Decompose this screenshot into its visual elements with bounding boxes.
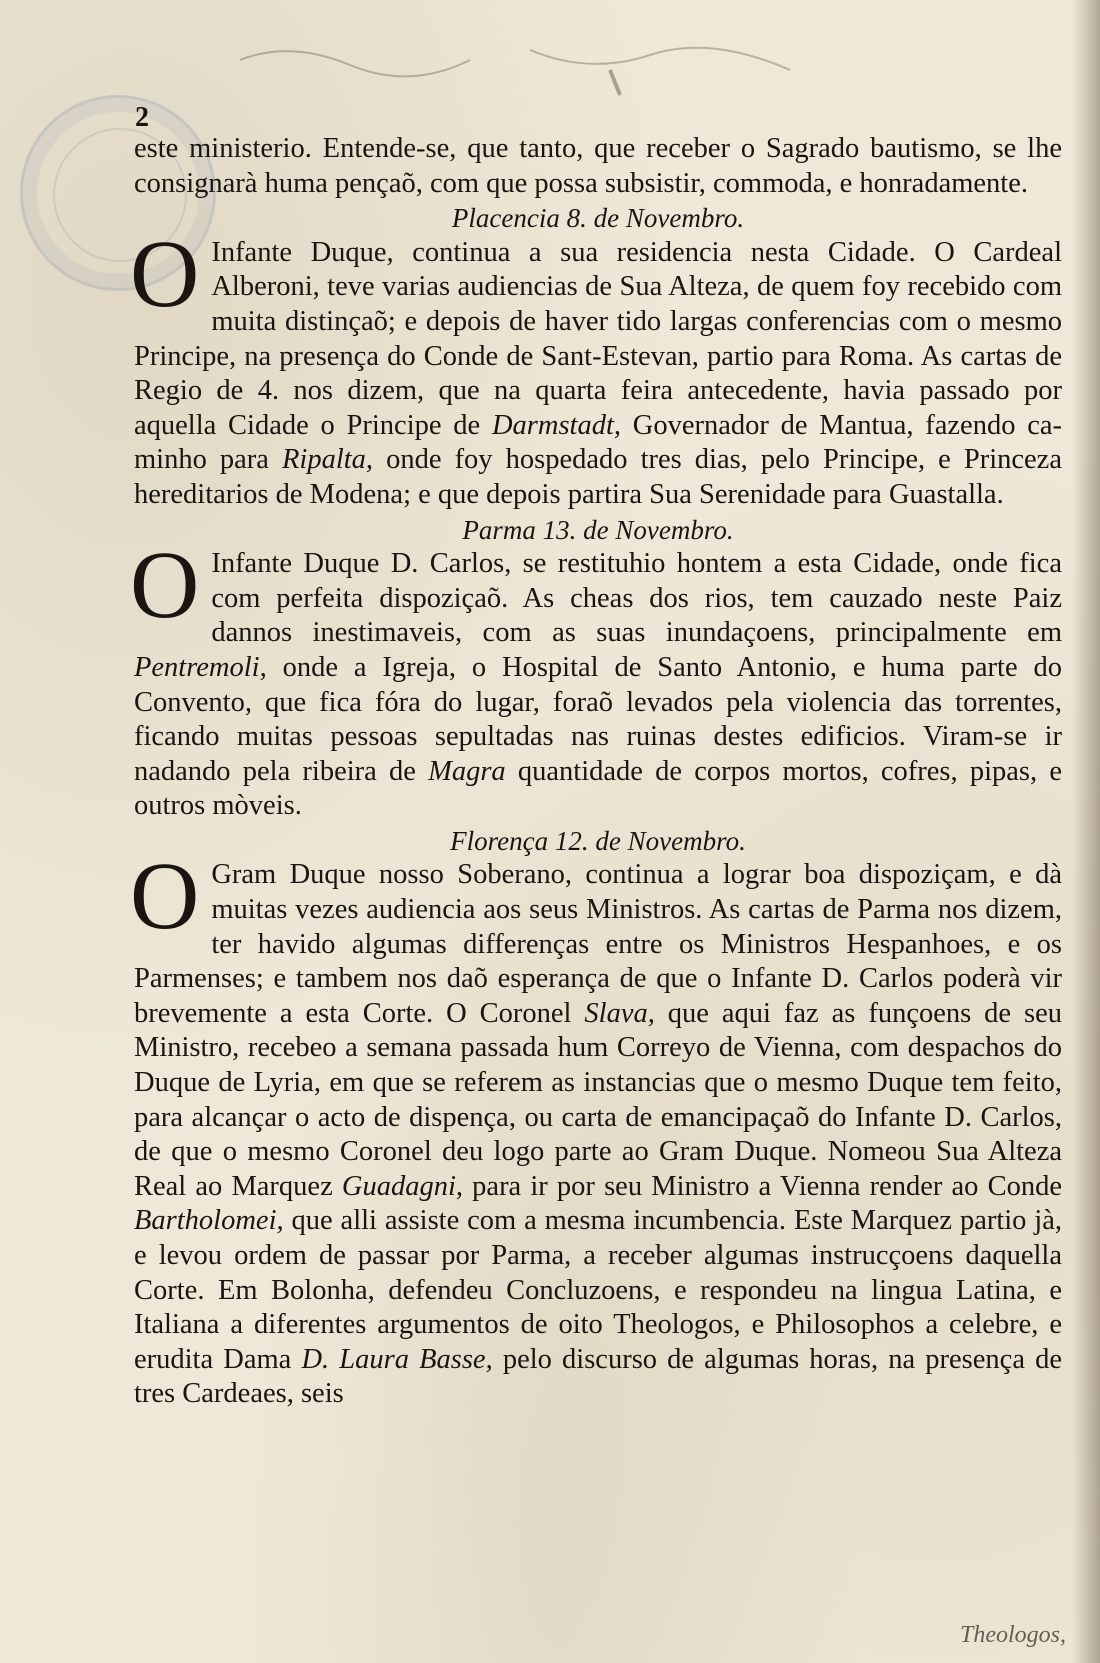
article-text-run: Infante Duque D. Carlos, se restituhio hontem a esta Cidade, onde fica com perfeita dispoziçaõ. As cheas dos rios, tem cauzado neste Paiz dannos inestimaveis, com as suas inundaçoens, principalmente em xyxy=(211,548,1062,649)
bleed-through-marks xyxy=(230,30,830,100)
italic-proper-name: Magra xyxy=(428,755,506,787)
page-edge-shadow xyxy=(1072,0,1100,1663)
italic-proper-name: Ripalta, xyxy=(282,444,374,476)
article-dateline: Placencia 8. de Novembro. xyxy=(451,203,745,234)
drop-cap-initial: O xyxy=(130,219,200,327)
article-text-run: pelo discurso de algumas horas, na presença de tres Cardeaes, seis xyxy=(134,1343,1063,1410)
drop-cap-initial: O xyxy=(130,842,200,950)
article-paragraph xyxy=(130,842,1063,1412)
drop-cap-initial: O xyxy=(130,531,200,639)
article-text-run: Infante Duque, continua a sua residencia nesta Cidade. O Cardeal Alberoni, teve varias audiencias de Sua Alteza, de quem foy recebido com muita distinçaõ; e depois de haver tido largas conferencias com o mesmo Principe, na presença do Conde de Sant-Estevan, partio para Roma. As cartas de Regio de 4. nos dizem, que na quarta feira antecedente, havia passado por aquella Cidade o Principe de xyxy=(134,236,1062,441)
italic-proper-name: D. Laura Basse, xyxy=(301,1343,493,1375)
article-text-run: que alli assiste com a mesma incumbencia. Este Marquez partio jà, e levou ordem de passar por Parma, a receber algumas instrucçoens daquella Corte. Em Bolonha, defendeu Concluzoens, e respondeu na lingua Latina, e Italiana a diferentes argumentos de oito Theologos, e Philosophos a celebre, e erudita Dama xyxy=(134,1205,1062,1375)
article-text-run: que aqui faz as funçoens de seu Ministro, recebeo a semana passada hum Correyo de Vienna, com despachos do Duque de Lyria, em que se referem as instancias que o mesmo Duque tem feito, para alcançar o acto de dispença, ou carta de emancipaçaõ do Infante D. Carlos, de que o mesmo Coronel deu logo parte ao Gram Duque. Nomeou Sua Alteza Real ao Marquez xyxy=(134,997,1062,1202)
article-text-run: Governador de Mantua, fazendo caminho para xyxy=(134,409,1063,476)
article-text-run: onde a Igreja, o Hospital de Santo Antonio, e huma parte do Convento, que fica fóra do lugar, foraõ levados pela violencia das torrentes, ficando muitas pessoas sepultadas nas ruinas destes edificios. Viram-se ir nadando pela ribeira de xyxy=(134,651,1062,787)
intro-paragraph: este ministerio. Entende-se, que tanto, que receber o Sagrado bautismo, se lhe consignarà huma pençaõ, com que possa subsistir, commoda, e honradamente. xyxy=(134,133,1062,199)
italic-proper-name: Darmstadt, xyxy=(491,409,622,441)
page-number: 2 xyxy=(135,102,149,133)
article-text-run: onde foy hospedado tres dias, pelo Principe, e Princeza hereditarios de Modena; e que depois partira Sua Serenidade para Guastalla. xyxy=(134,444,1062,510)
italic-proper-name: Pentremoli, xyxy=(134,651,267,683)
article-text-run: quantidade de corpos mortos, cofres, pipas, e outros mòveis. xyxy=(134,755,1062,822)
catchword: Theologos, xyxy=(959,1622,1066,1648)
italic-proper-name: Bartholomei, xyxy=(134,1205,284,1237)
article-dateline: Florença 12. de Novembro. xyxy=(450,825,746,856)
article-paragraph xyxy=(130,531,1062,824)
article-text-run: Gram Duque nosso Soberano, continua a lograr boa dispoziçam, e dà muitas vezes audiencia aos seus Ministros. As cartas de Parma nos dizem, ter havido algumas differenças entre os Ministros Hespanhoes, e os Parmenses; e tambem nos daõ esperança de que o Infante D. Carlos poderà vir brevemente a esta Corte. O Coronel xyxy=(134,859,1062,1029)
article-text-run: para ir por seu Ministro a Vienna render ao Conde xyxy=(463,1170,1062,1202)
body-text xyxy=(130,132,1063,1412)
italic-proper-name: Guadagni, xyxy=(341,1170,464,1202)
article-paragraph xyxy=(130,219,1063,513)
italic-proper-name: Slava, xyxy=(584,997,655,1029)
article-dateline: Parma 13. de Novembro. xyxy=(462,514,734,545)
